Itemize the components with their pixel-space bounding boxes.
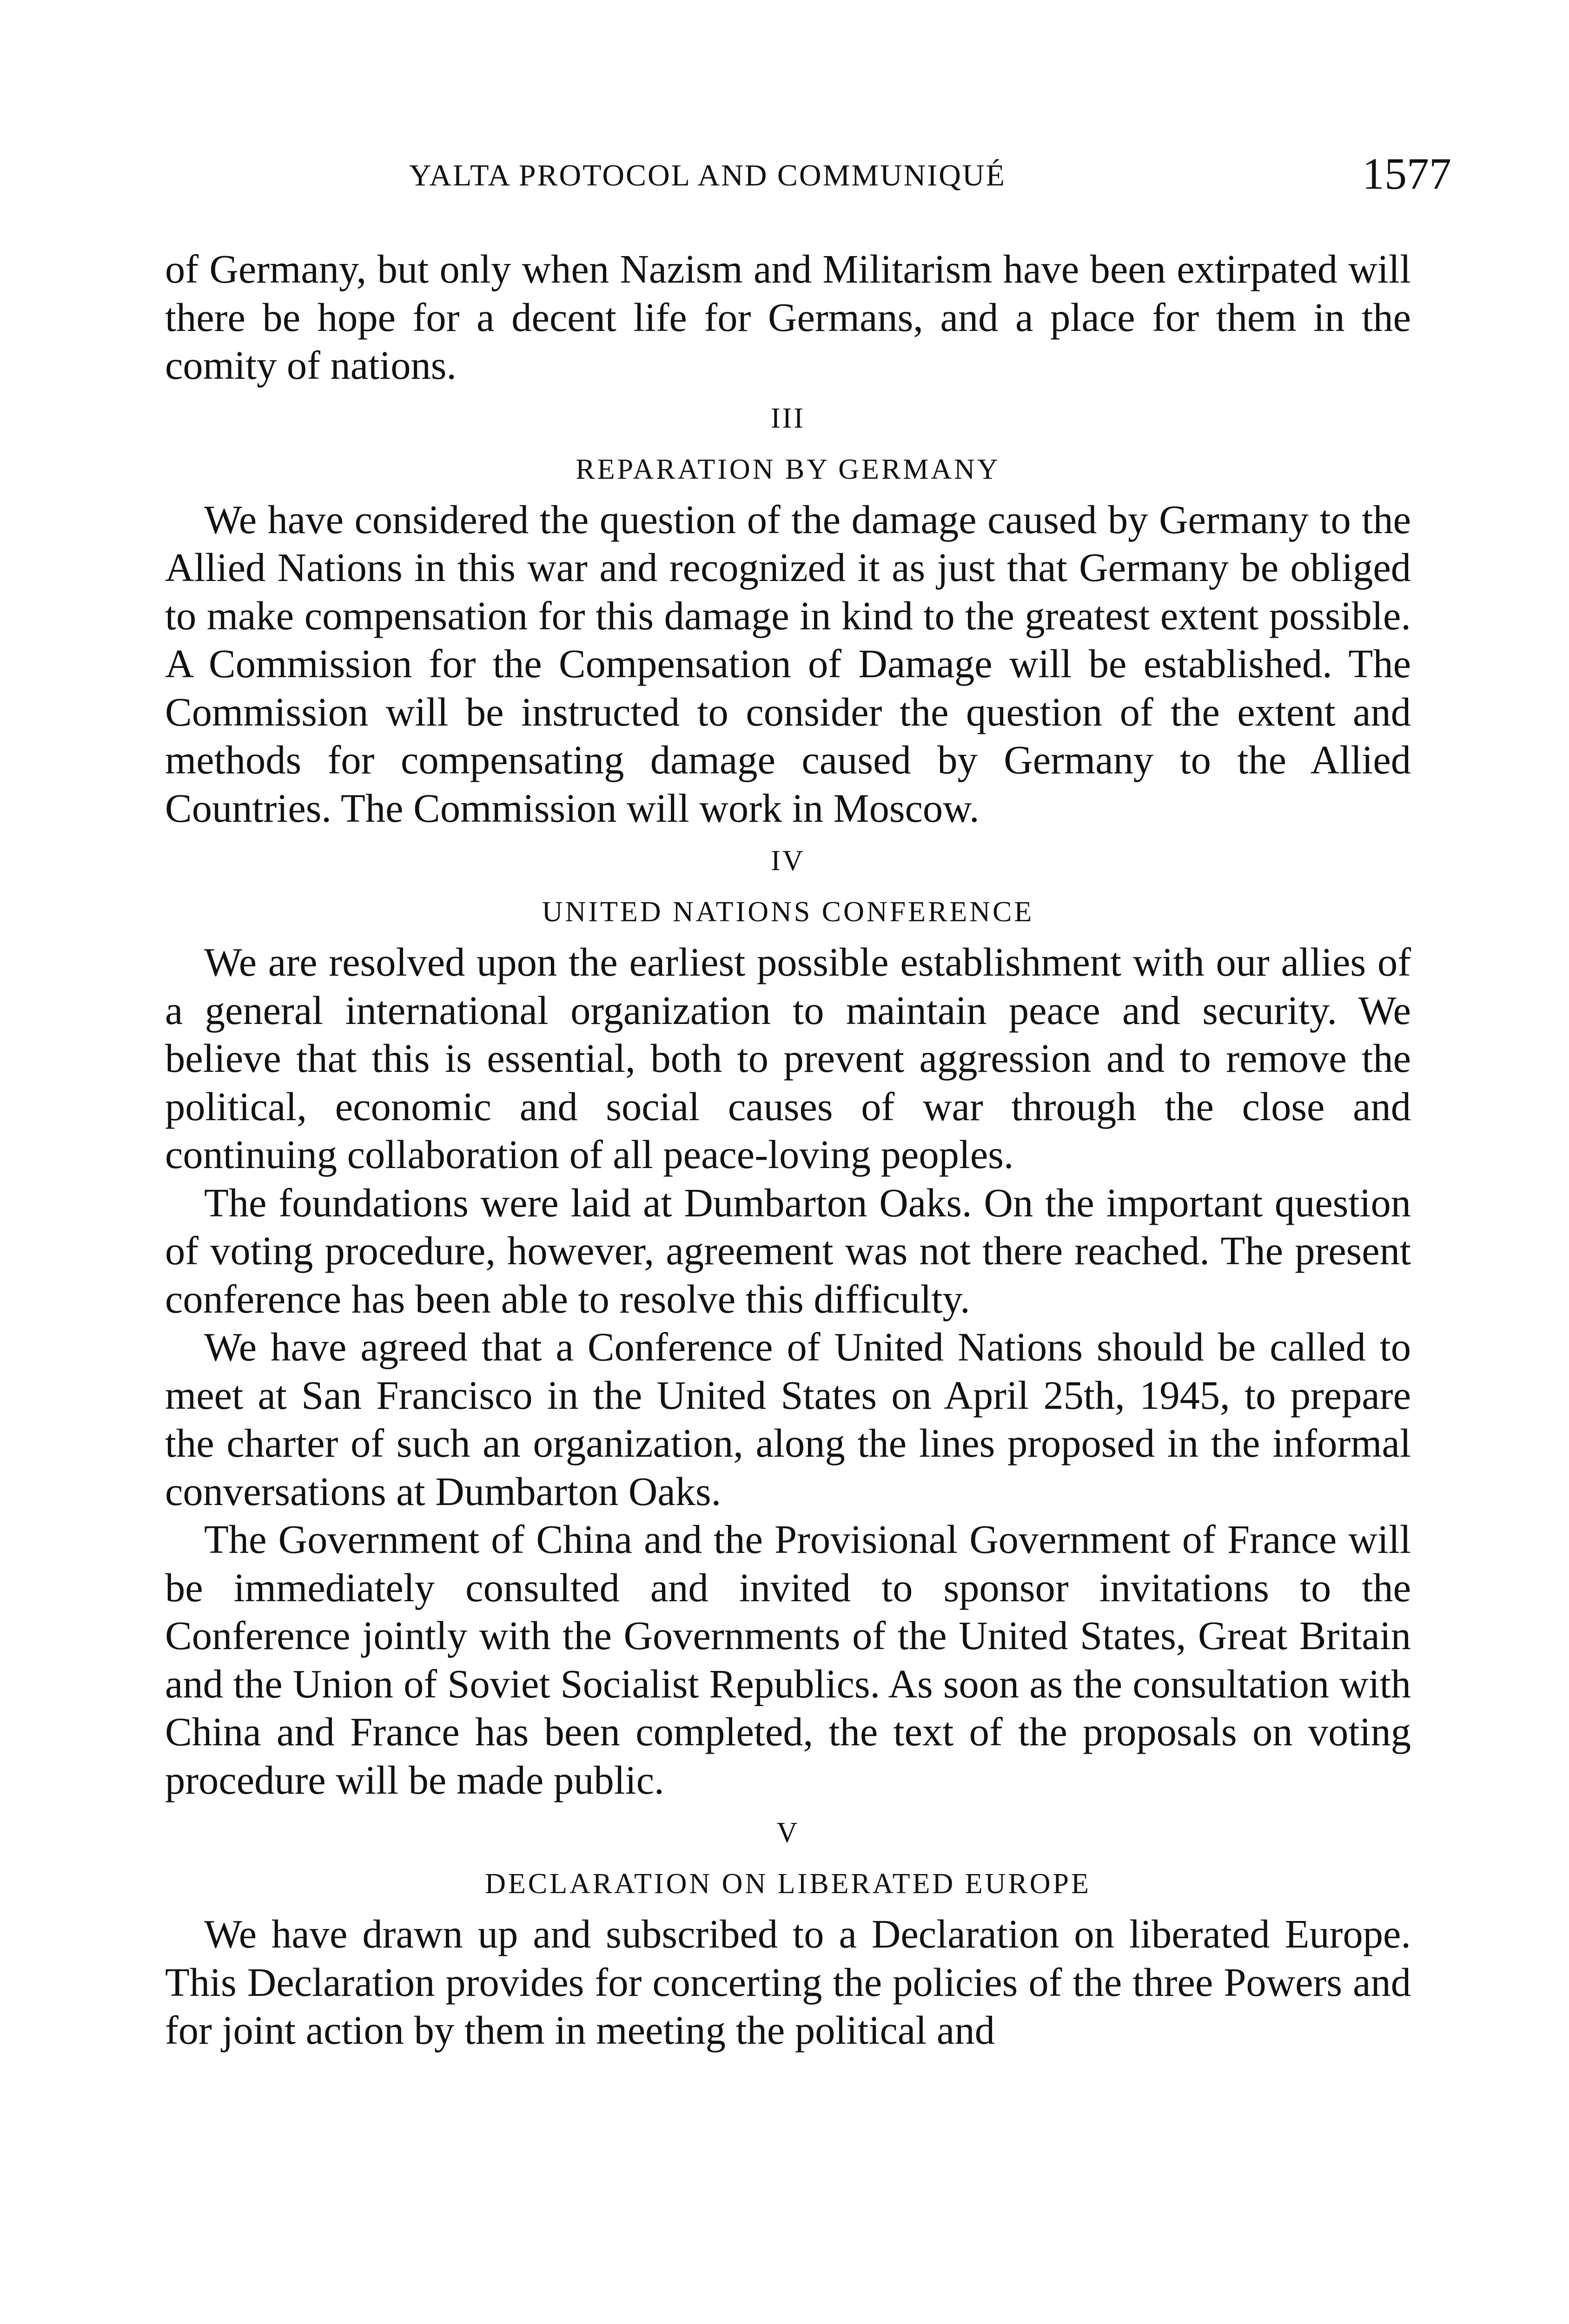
section-number-v: V [776,1817,800,1849]
section-number-iii: III [771,402,805,434]
section-iv-paragraph-3: We have agreed that a Conference of United Nations should be called to meet at San Francisco in the United States on April 25th, 1945, to prepare the charter of such an organization, along the lines proposed in the informal conversations at Dumbarton Oaks. [165,1325,1411,1514]
continuation-paragraph: of Germany, but only when Nazism and Militarism have been extirpated will there be hope for a decent life for Germans, and a place for them in the comity of nations. [165,247,1411,388]
section-title-united-nations-conference: UNITED NATIONS CONFERENCE [542,896,1034,928]
section-iii-paragraph: We have considered the question of the damage caused by Germany to the Allied Nations in this war and recognized it as just that Germany be obliged to make compensation for this damage in kind to the greatest extent possible. A Commission for the Compensation of Damage will be established. The Commission will be instructed to consider the question of the extent and methods for compensating damage caused by Germany to the Allied Countries. The Commission will work in Moscow. [165,497,1411,831]
section-iv-paragraph-4: The Government of China and the Provisional Government of France will be immediately consulted and invited to sponsor invitations to the Conference jointly with the Governments of the United States, Great Britain and the Union of Soviet Socialist Republics. As soon as the consultation with China and France has been completed, the text of the proposals on voting procedure will be made public. [165,1517,1411,1802]
section-iv-paragraph-1: We are resolved upon the earliest possible establishment with our allies of a general international organization to maintain peace and security. We believe that this is essential, both to prevent aggression and to remove the political, economic and social causes of war through the close and continuing collaboration of all peace-loving peoples. [165,940,1411,1177]
page-number: 1577 [1362,149,1451,198]
running-head: YALTA PROTOCOL AND COMMUNIQUÉ [409,158,1006,192]
section-number-iv: IV [771,845,805,877]
section-iv-paragraph-2: The foundations were laid at Dumbarton Oaks. On the important question of voting procedure, however, agreement was not there reached. The present conference has been able to resolve this difficulty. [165,1180,1411,1321]
section-v-paragraph: We have drawn up and subscribed to a Declaration on liberated Europe. This Declaration provides for concerting the policies of the three Powers and for joint action by them in meeting the political and [165,1912,1411,2053]
body-text [165,245,1411,2055]
section-title-declaration-liberated-europe: DECLARATION ON LIBERATED EUROPE [485,1868,1091,1900]
section-title-reparation: REPARATION BY GERMANY [576,453,1000,485]
